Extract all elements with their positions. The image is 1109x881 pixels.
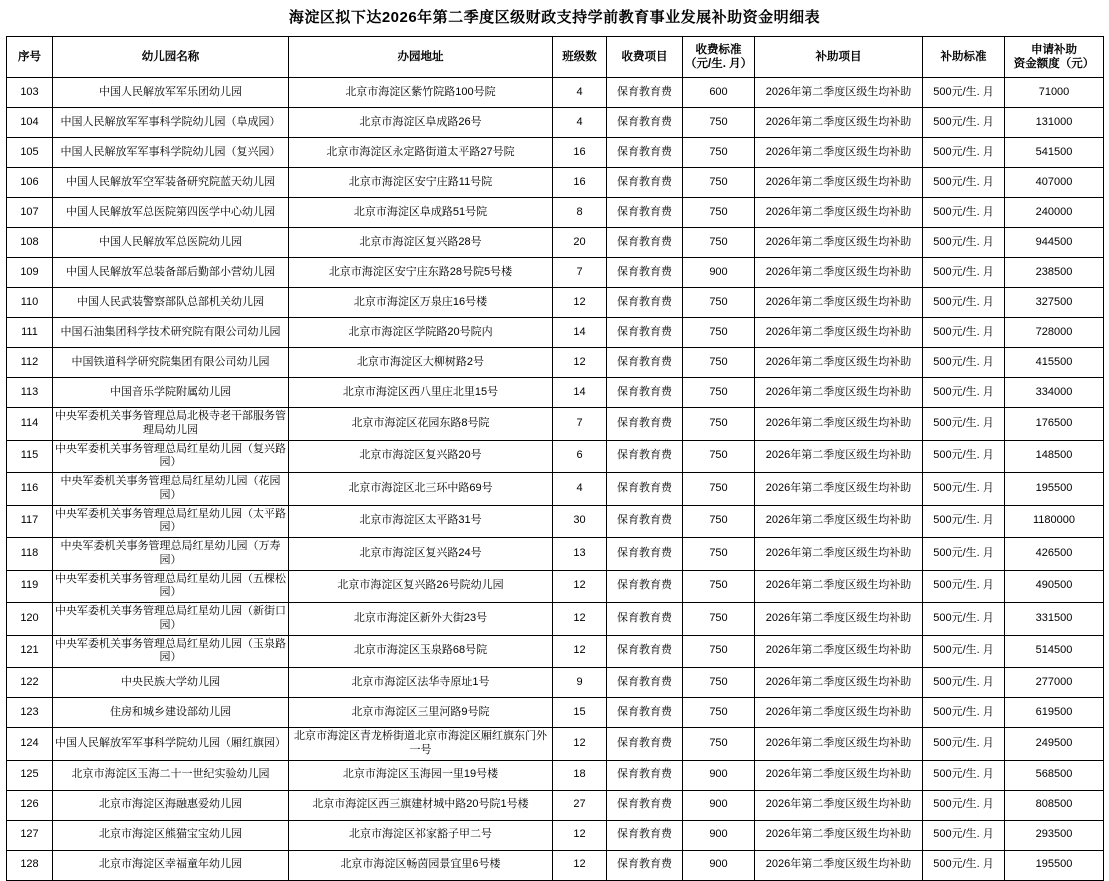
cell-subsidy-project: 2026年第二季度区级生均补助 (755, 668, 923, 698)
cell-subsidy-standard: 500元/生. 月 (923, 850, 1005, 880)
cell-apply-amount: 148500 (1005, 440, 1104, 473)
cell-fee-item: 保育教育费 (607, 603, 683, 636)
cell-subsidy-project: 2026年第二季度区级生均补助 (755, 408, 923, 441)
cell-address: 北京市海淀区万泉庄16号楼 (289, 288, 553, 318)
cell-subsidy-project: 2026年第二季度区级生均补助 (755, 820, 923, 850)
cell-subsidy-standard: 500元/生. 月 (923, 288, 1005, 318)
table-row (7, 820, 1104, 850)
cell-apply-amount: 541500 (1005, 138, 1104, 168)
cell-fee-item: 保育教育费 (607, 473, 683, 506)
cell-kindergarten-name: 中央军委机关事务管理总局红星幼儿园（五棵松园） (53, 570, 289, 603)
cell-fee-standard: 750 (683, 538, 755, 571)
cell-kindergarten-name: 中央军委机关事务管理总局红星幼儿园（新街口园） (53, 603, 289, 636)
table-row (7, 168, 1104, 198)
cell-fee-item: 保育教育费 (607, 440, 683, 473)
cell-subsidy-standard: 500元/生. 月 (923, 790, 1005, 820)
table-row (7, 850, 1104, 880)
cell-subsidy-standard: 500元/生. 月 (923, 728, 1005, 761)
cell-fee-item: 保育教育费 (607, 348, 683, 378)
cell-address: 北京市海淀区复兴路20号 (289, 440, 553, 473)
cell-class-count: 12 (553, 850, 607, 880)
column-header-kindergarten-name: 幼儿园名称 (53, 37, 289, 78)
cell-seq: 110 (7, 288, 53, 318)
cell-class-count: 8 (553, 198, 607, 228)
table-row (7, 603, 1104, 636)
table-row (7, 473, 1104, 506)
cell-apply-amount: 568500 (1005, 760, 1104, 790)
cell-kindergarten-name: 中国人民解放军总医院第四医学中心幼儿园 (53, 198, 289, 228)
cell-fee-item: 保育教育费 (607, 78, 683, 108)
cell-fee-standard: 600 (683, 78, 755, 108)
cell-kindergarten-name: 中国人民解放军军事科学院幼儿园（厢红旗园） (53, 728, 289, 761)
cell-subsidy-standard: 500元/生. 月 (923, 198, 1005, 228)
cell-fee-item: 保育教育费 (607, 378, 683, 408)
column-header-fee-standard-line2: （元/生. 月） (685, 58, 753, 70)
cell-class-count: 18 (553, 760, 607, 790)
cell-subsidy-standard: 500元/生. 月 (923, 408, 1005, 441)
cell-subsidy-standard: 500元/生. 月 (923, 440, 1005, 473)
cell-kindergarten-name: 北京市海淀区熊猫宝宝幼儿园 (53, 820, 289, 850)
cell-fee-standard: 750 (683, 138, 755, 168)
table-row (7, 760, 1104, 790)
cell-subsidy-project: 2026年第二季度区级生均补助 (755, 698, 923, 728)
cell-seq: 116 (7, 473, 53, 506)
cell-seq: 107 (7, 198, 53, 228)
cell-fee-standard: 750 (683, 348, 755, 378)
cell-subsidy-project: 2026年第二季度区级生均补助 (755, 473, 923, 506)
cell-fee-standard: 750 (683, 228, 755, 258)
table-row (7, 288, 1104, 318)
cell-seq: 109 (7, 258, 53, 288)
column-header-fee-standard (683, 37, 755, 78)
column-header-class-count: 班级数 (553, 37, 607, 78)
cell-class-count: 7 (553, 258, 607, 288)
cell-class-count: 9 (553, 668, 607, 698)
cell-seq: 118 (7, 538, 53, 571)
cell-seq: 119 (7, 570, 53, 603)
cell-subsidy-project: 2026年第二季度区级生均补助 (755, 258, 923, 288)
cell-class-count: 12 (553, 570, 607, 603)
table-row (7, 440, 1104, 473)
cell-subsidy-project: 2026年第二季度区级生均补助 (755, 348, 923, 378)
cell-seq: 104 (7, 108, 53, 138)
cell-apply-amount: 277000 (1005, 668, 1104, 698)
cell-fee-standard: 750 (683, 505, 755, 538)
table-header-row (7, 37, 1104, 78)
table-row (7, 78, 1104, 108)
table-row (7, 790, 1104, 820)
table-row (7, 635, 1104, 668)
cell-seq: 124 (7, 728, 53, 761)
cell-subsidy-project: 2026年第二季度区级生均补助 (755, 288, 923, 318)
cell-kindergarten-name: 中央军委机关事务管理总局红星幼儿园（万寿园） (53, 538, 289, 571)
cell-subsidy-standard: 500元/生. 月 (923, 258, 1005, 288)
cell-apply-amount: 249500 (1005, 728, 1104, 761)
cell-address: 北京市海淀区复兴路24号 (289, 538, 553, 571)
cell-apply-amount: 195500 (1005, 473, 1104, 506)
cell-class-count: 12 (553, 820, 607, 850)
cell-kindergarten-name: 中国铁道科学研究院集团有限公司幼儿园 (53, 348, 289, 378)
column-header-apply-amount (1005, 37, 1104, 78)
cell-fee-standard: 750 (683, 728, 755, 761)
cell-seq: 113 (7, 378, 53, 408)
table-row (7, 138, 1104, 168)
cell-seq: 125 (7, 760, 53, 790)
cell-kindergarten-name: 中央军委机关事务管理总局红星幼儿园（花园园） (53, 473, 289, 506)
cell-fee-item: 保育教育费 (607, 820, 683, 850)
column-header-subsidy-project: 补助项目 (755, 37, 923, 78)
cell-address: 北京市海淀区玉海园一里19号楼 (289, 760, 553, 790)
cell-seq: 114 (7, 408, 53, 441)
column-header-apply-amount-line1: 申请补助 (1031, 43, 1077, 56)
cell-class-count: 4 (553, 78, 607, 108)
cell-class-count: 12 (553, 288, 607, 318)
cell-fee-standard: 750 (683, 108, 755, 138)
cell-fee-item: 保育教育费 (607, 408, 683, 441)
cell-subsidy-standard: 500元/生. 月 (923, 318, 1005, 348)
cell-fee-standard: 750 (683, 198, 755, 228)
cell-class-count: 14 (553, 318, 607, 348)
cell-address: 北京市海淀区畅茵园景宜里6号楼 (289, 850, 553, 880)
cell-apply-amount: 415500 (1005, 348, 1104, 378)
cell-fee-standard: 750 (683, 668, 755, 698)
cell-class-count: 16 (553, 168, 607, 198)
cell-class-count: 14 (553, 378, 607, 408)
table-row (7, 258, 1104, 288)
cell-fee-standard: 750 (683, 168, 755, 198)
cell-kindergarten-name: 住房和城乡建设部幼儿园 (53, 698, 289, 728)
cell-subsidy-project: 2026年第二季度区级生均补助 (755, 168, 923, 198)
cell-address: 北京市海淀区花园东路8号院 (289, 408, 553, 441)
cell-kindergarten-name: 中国人民解放军军事科学院幼儿园（阜成园） (53, 108, 289, 138)
cell-seq: 123 (7, 698, 53, 728)
cell-apply-amount: 426500 (1005, 538, 1104, 571)
cell-fee-standard: 750 (683, 288, 755, 318)
cell-class-count: 27 (553, 790, 607, 820)
cell-fee-item: 保育教育费 (607, 698, 683, 728)
cell-seq: 126 (7, 790, 53, 820)
cell-apply-amount: 490500 (1005, 570, 1104, 603)
table-row (7, 538, 1104, 571)
cell-seq: 121 (7, 635, 53, 668)
cell-apply-amount: 71000 (1005, 78, 1104, 108)
subsidy-detail-table (6, 36, 1104, 881)
cell-subsidy-standard: 500元/生. 月 (923, 348, 1005, 378)
table-row (7, 348, 1104, 378)
table-row (7, 378, 1104, 408)
cell-apply-amount: 728000 (1005, 318, 1104, 348)
table-row (7, 728, 1104, 761)
cell-seq: 103 (7, 78, 53, 108)
cell-class-count: 16 (553, 138, 607, 168)
cell-apply-amount: 240000 (1005, 198, 1104, 228)
cell-fee-standard: 750 (683, 318, 755, 348)
table-row (7, 505, 1104, 538)
cell-subsidy-standard: 500元/生. 月 (923, 228, 1005, 258)
page-title: 海淀区拟下达2026年第二季度区级财政支持学前教育事业发展补助资金明细表 (288, 9, 821, 26)
table-row (7, 668, 1104, 698)
cell-class-count: 12 (553, 348, 607, 378)
cell-fee-standard: 750 (683, 473, 755, 506)
cell-kindergarten-name: 中国人民解放军总装备部后勤部小营幼儿园 (53, 258, 289, 288)
cell-fee-item: 保育教育费 (607, 668, 683, 698)
cell-subsidy-project: 2026年第二季度区级生均补助 (755, 635, 923, 668)
cell-kindergarten-name: 北京市海淀区幸福童年幼儿园 (53, 850, 289, 880)
cell-fee-standard: 900 (683, 850, 755, 880)
cell-subsidy-project: 2026年第二季度区级生均补助 (755, 78, 923, 108)
cell-subsidy-standard: 500元/生. 月 (923, 138, 1005, 168)
cell-fee-standard: 900 (683, 820, 755, 850)
table-body (7, 78, 1104, 881)
cell-subsidy-project: 2026年第二季度区级生均补助 (755, 318, 923, 348)
cell-apply-amount: 407000 (1005, 168, 1104, 198)
table-row (7, 408, 1104, 441)
cell-seq: 105 (7, 138, 53, 168)
cell-subsidy-standard: 500元/生. 月 (923, 668, 1005, 698)
cell-kindergarten-name: 中央民族大学幼儿园 (53, 668, 289, 698)
cell-kindergarten-name: 中国人民解放军军乐团幼儿园 (53, 78, 289, 108)
cell-subsidy-project: 2026年第二季度区级生均补助 (755, 790, 923, 820)
cell-apply-amount: 195500 (1005, 850, 1104, 880)
cell-kindergarten-name: 北京市海淀区海融惠爱幼儿园 (53, 790, 289, 820)
column-header-address: 办园地址 (289, 37, 553, 78)
cell-address: 北京市海淀区复兴路26号院幼儿园 (289, 570, 553, 603)
cell-kindergarten-name: 中国人民解放军军事科学院幼儿园（复兴园） (53, 138, 289, 168)
cell-address: 北京市海淀区法华寺原址1号 (289, 668, 553, 698)
cell-subsidy-standard: 500元/生. 月 (923, 108, 1005, 138)
cell-seq: 117 (7, 505, 53, 538)
cell-class-count: 6 (553, 440, 607, 473)
cell-address: 北京市海淀区西八里庄北里15号 (289, 378, 553, 408)
cell-class-count: 15 (553, 698, 607, 728)
cell-address: 北京市海淀区玉泉路68号院 (289, 635, 553, 668)
cell-subsidy-standard: 500元/生. 月 (923, 635, 1005, 668)
cell-subsidy-standard: 500元/生. 月 (923, 820, 1005, 850)
cell-seq: 127 (7, 820, 53, 850)
cell-address: 北京市海淀区阜成路26号 (289, 108, 553, 138)
cell-class-count: 30 (553, 505, 607, 538)
cell-fee-standard: 750 (683, 570, 755, 603)
cell-address: 北京市海淀区学院路20号院内 (289, 318, 553, 348)
cell-subsidy-project: 2026年第二季度区级生均补助 (755, 198, 923, 228)
cell-subsidy-project: 2026年第二季度区级生均补助 (755, 570, 923, 603)
cell-address: 北京市海淀区复兴路28号 (289, 228, 553, 258)
cell-address: 北京市海淀区安宁庄路11号院 (289, 168, 553, 198)
table-row (7, 318, 1104, 348)
cell-kindergarten-name: 中国石油集团科学技术研究院有限公司幼儿园 (53, 318, 289, 348)
cell-subsidy-standard: 500元/生. 月 (923, 760, 1005, 790)
cell-fee-standard: 750 (683, 440, 755, 473)
cell-seq: 120 (7, 603, 53, 636)
cell-address: 北京市海淀区祁家豁子甲二号 (289, 820, 553, 850)
cell-kindergarten-name: 中央军委机关事务管理总局红星幼儿园（复兴路园） (53, 440, 289, 473)
cell-kindergarten-name: 中国人民解放军空军装备研究院蓝天幼儿园 (53, 168, 289, 198)
cell-apply-amount: 331500 (1005, 603, 1104, 636)
cell-subsidy-project: 2026年第二季度区级生均补助 (755, 228, 923, 258)
cell-address: 北京市海淀区永定路街道太平路27号院 (289, 138, 553, 168)
cell-address: 北京市海淀区太平路31号 (289, 505, 553, 538)
cell-kindergarten-name: 中国人民解放军总医院幼儿园 (53, 228, 289, 258)
cell-kindergarten-name: 中央军委机关事务管理总局红星幼儿园（太平路园） (53, 505, 289, 538)
cell-fee-item: 保育教育费 (607, 570, 683, 603)
column-header-fee-standard-line1: 收费标准 (695, 43, 742, 56)
cell-address: 北京市海淀区三里河路9号院 (289, 698, 553, 728)
cell-subsidy-standard: 500元/生. 月 (923, 505, 1005, 538)
cell-fee-standard: 750 (683, 635, 755, 668)
cell-subsidy-project: 2026年第二季度区级生均补助 (755, 850, 923, 880)
cell-subsidy-standard: 500元/生. 月 (923, 603, 1005, 636)
cell-fee-item: 保育教育费 (607, 728, 683, 761)
cell-seq: 115 (7, 440, 53, 473)
cell-subsidy-project: 2026年第二季度区级生均补助 (755, 728, 923, 761)
cell-subsidy-standard: 500元/生. 月 (923, 570, 1005, 603)
column-header-subsidy-standard: 补助标准 (923, 37, 1005, 78)
cell-fee-item: 保育教育费 (607, 538, 683, 571)
cell-apply-amount: 131000 (1005, 108, 1104, 138)
column-header-fee-item: 收费项目 (607, 37, 683, 78)
cell-address: 北京市海淀区紫竹院路100号院 (289, 78, 553, 108)
cell-subsidy-project: 2026年第二季度区级生均补助 (755, 378, 923, 408)
cell-fee-item: 保育教育费 (607, 138, 683, 168)
cell-subsidy-standard: 500元/生. 月 (923, 473, 1005, 506)
cell-subsidy-project: 2026年第二季度区级生均补助 (755, 108, 923, 138)
cell-seq: 122 (7, 668, 53, 698)
cell-apply-amount: 514500 (1005, 635, 1104, 668)
cell-class-count: 4 (553, 108, 607, 138)
cell-class-count: 4 (553, 473, 607, 506)
cell-subsidy-project: 2026年第二季度区级生均补助 (755, 138, 923, 168)
cell-fee-item: 保育教育费 (607, 760, 683, 790)
cell-class-count: 12 (553, 603, 607, 636)
cell-class-count: 12 (553, 635, 607, 668)
cell-class-count: 20 (553, 228, 607, 258)
cell-class-count: 7 (553, 408, 607, 441)
cell-kindergarten-name: 中国人民武装警察部队总部机关幼儿园 (53, 288, 289, 318)
cell-apply-amount: 334000 (1005, 378, 1104, 408)
cell-address: 北京市海淀区阜成路51号院 (289, 198, 553, 228)
table-row (7, 228, 1104, 258)
cell-fee-item: 保育教育费 (607, 505, 683, 538)
cell-apply-amount: 944500 (1005, 228, 1104, 258)
cell-fee-standard: 750 (683, 378, 755, 408)
cell-apply-amount: 293500 (1005, 820, 1104, 850)
cell-fee-item: 保育教育费 (607, 228, 683, 258)
cell-seq: 112 (7, 348, 53, 378)
cell-subsidy-project: 2026年第二季度区级生均补助 (755, 440, 923, 473)
cell-seq: 106 (7, 168, 53, 198)
cell-class-count: 12 (553, 728, 607, 761)
cell-address: 北京市海淀区青龙桥街道北京市海淀区厢红旗东门外一号 (289, 728, 553, 761)
cell-kindergarten-name: 中央军委机关事务管理总局北极寺老干部服务管理局幼儿园 (53, 408, 289, 441)
column-header-apply-amount-line2: 资金额度（元） (1013, 58, 1095, 70)
cell-fee-standard: 750 (683, 698, 755, 728)
cell-fee-item: 保育教育费 (607, 635, 683, 668)
cell-subsidy-project: 2026年第二季度区级生均补助 (755, 760, 923, 790)
cell-apply-amount: 327500 (1005, 288, 1104, 318)
table-row (7, 108, 1104, 138)
cell-apply-amount: 238500 (1005, 258, 1104, 288)
table-row (7, 198, 1104, 228)
cell-fee-item: 保育教育费 (607, 318, 683, 348)
cell-seq: 128 (7, 850, 53, 880)
cell-seq: 108 (7, 228, 53, 258)
cell-fee-item: 保育教育费 (607, 790, 683, 820)
cell-subsidy-standard: 500元/生. 月 (923, 538, 1005, 571)
table-row (7, 570, 1104, 603)
cell-subsidy-standard: 500元/生. 月 (923, 698, 1005, 728)
cell-fee-standard: 900 (683, 790, 755, 820)
cell-kindergarten-name: 北京市海淀区玉海二十一世纪实验幼儿园 (53, 760, 289, 790)
cell-fee-item: 保育教育费 (607, 850, 683, 880)
cell-address: 北京市海淀区北三环中路69号 (289, 473, 553, 506)
cell-fee-item: 保育教育费 (607, 258, 683, 288)
cell-subsidy-standard: 500元/生. 月 (923, 378, 1005, 408)
cell-apply-amount: 176500 (1005, 408, 1104, 441)
cell-subsidy-project: 2026年第二季度区级生均补助 (755, 505, 923, 538)
cell-address: 北京市海淀区西三旗建材城中路20号院1号楼 (289, 790, 553, 820)
cell-fee-item: 保育教育费 (607, 168, 683, 198)
cell-subsidy-project: 2026年第二季度区级生均补助 (755, 603, 923, 636)
cell-fee-standard: 900 (683, 760, 755, 790)
table-row (7, 698, 1104, 728)
cell-subsidy-standard: 500元/生. 月 (923, 168, 1005, 198)
cell-kindergarten-name: 中央军委机关事务管理总局红星幼儿园（玉泉路园） (53, 635, 289, 668)
cell-class-count: 13 (553, 538, 607, 571)
cell-subsidy-standard: 500元/生. 月 (923, 78, 1005, 108)
cell-address: 北京市海淀区安宁庄东路28号院5号楼 (289, 258, 553, 288)
cell-apply-amount: 619500 (1005, 698, 1104, 728)
cell-fee-standard: 750 (683, 408, 755, 441)
column-header-seq: 序号 (7, 37, 53, 78)
cell-fee-standard: 750 (683, 603, 755, 636)
cell-seq: 111 (7, 318, 53, 348)
cell-address: 北京市海淀区大柳树路2号 (289, 348, 553, 378)
cell-fee-item: 保育教育费 (607, 198, 683, 228)
cell-fee-item: 保育教育费 (607, 108, 683, 138)
cell-address: 北京市海淀区新外大街23号 (289, 603, 553, 636)
cell-fee-standard: 900 (683, 258, 755, 288)
cell-fee-item: 保育教育费 (607, 288, 683, 318)
cell-apply-amount: 808500 (1005, 790, 1104, 820)
cell-kindergarten-name: 中国音乐学院附属幼儿园 (53, 378, 289, 408)
cell-subsidy-project: 2026年第二季度区级生均补助 (755, 538, 923, 571)
cell-apply-amount: 1180000 (1005, 505, 1104, 538)
